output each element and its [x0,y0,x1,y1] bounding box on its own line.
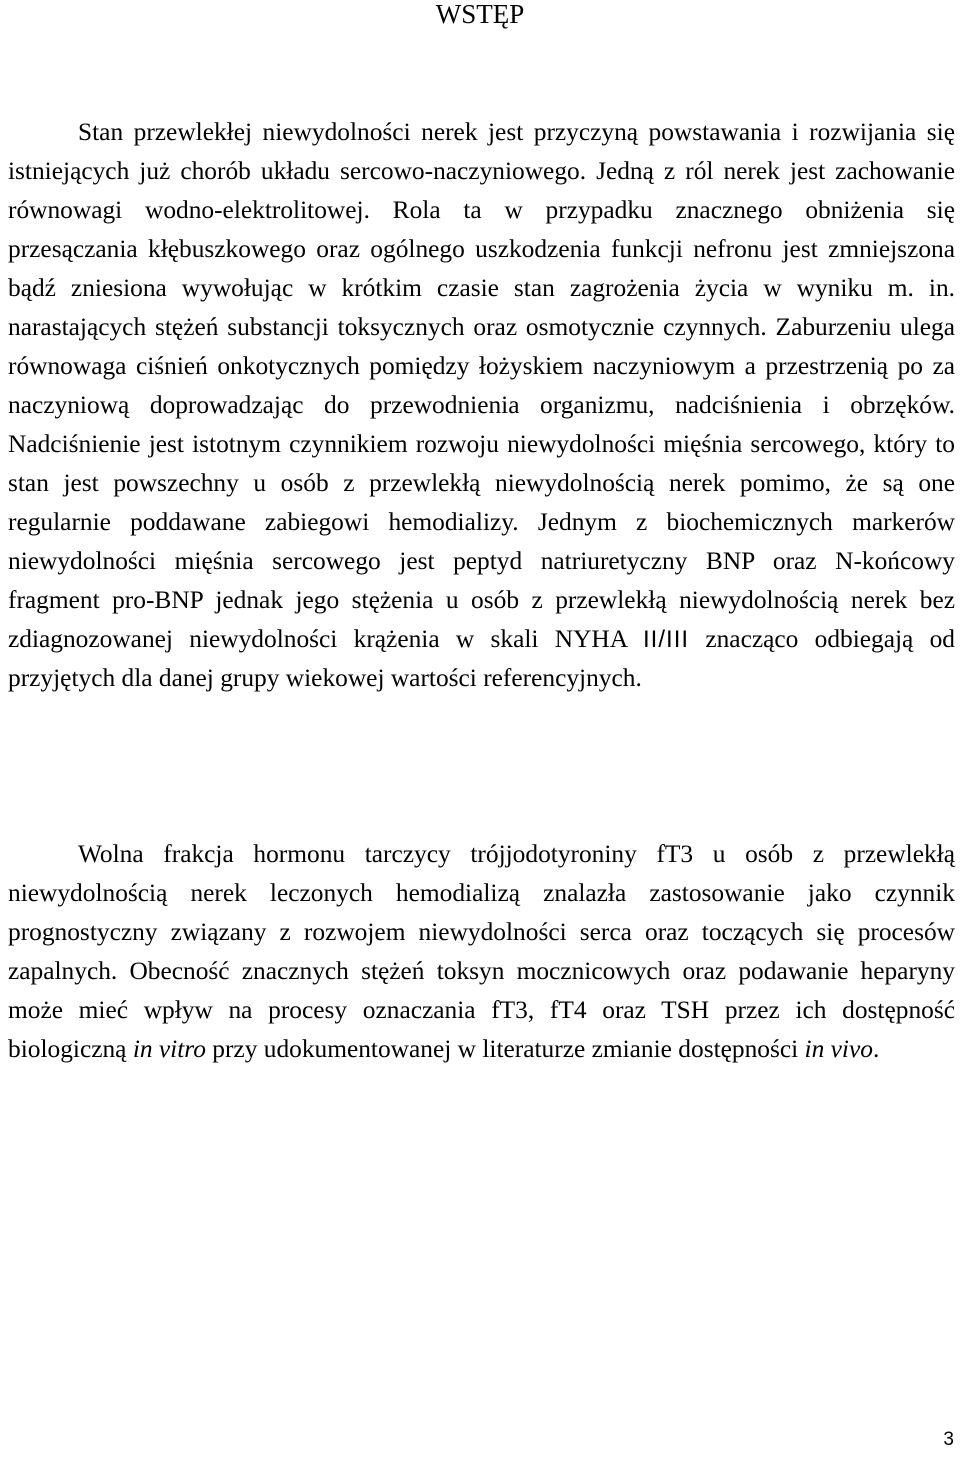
section-heading: WSTĘP [435,0,525,29]
paragraph-2 [8,835,955,1069]
paragraph-1-text-end: znacząco odbiegają od przyjętych dla danej grupy wiekowej wartości referencyjnych. [8,625,955,692]
paragraph-2-text-cont: przy udokumentowanej w literaturze zmianie dostępności [212,1035,799,1063]
paragraph-2-end: . [872,1035,880,1063]
in-vitro-term: in vitro [132,1035,206,1063]
in-vivo-term: in vivo [804,1035,873,1063]
nyha-class: II/III [643,626,690,653]
paragraph-1-text: Stan przewlekłej niewydolności nerek jest przyczyną powstawania i rozwijania się istniejących już chorób układu sercowo-naczyniowego. Jedną z ról nerek jest zachowanie równowagi wodno-elektrolitowej. Rola ta w przypadku znacznego obniżenia się przesączania kłębuszkowego oraz ogólnego uszkodzenia funkcji nefronu jest zmniejszona bądź zniesiona wywołując w krótkim czasie stan zagrożenia życia w wyniku m. in. narastających stężeń substancji toksycznych oraz osmotycznie czynnych. Zaburzeniu ulega równowaga ciśnień onkotycznych pomiędzy łożyskiem naczyniowym a przestrzenią po za naczyniową doprowadzając do przewodnienia organizmu, nadciśnienia i obrzęków. Nadciśnienie jest istotnym czynnikiem rozwoju niewydolności mięśnia sercowego, który to stan jest powszechny u osób z przewlekłą niewydolnością nerek pomimo, że są one regularnie poddawane zabiegowi hemodializy. Jednym z biochemicznych markerów niewydolności mięśnia sercowego jest peptyd natriuretyczny BNP oraz N-końcowy fragment pro-BNP jednak jego stężenia u osób z przewlekłą niewydolnością nerek bez zdiagnozowanej niewydolności krążenia w skali NYHA [8,118,955,653]
paragraph-1 [8,113,955,698]
paragraph-2-text: Wolna frakcja hormonu tarczycy trójjodotyroniny fT3 u osób z przewlekłą niewydolnością nerek leczonych hemodializą znalazła zastosowanie jako czynnik prognostyczny związany z rozwojem niewydolności serca oraz toczących się procesów zapalnych. Obecność znacznych stężeń toksyn mocznicowych oraz podawanie heparyny może mieć wpływ na procesy oznaczania fT3, fT4 oraz TSH przez ich dostępność biologiczną [8,840,955,1063]
page-number: 3 [943,1429,954,1450]
